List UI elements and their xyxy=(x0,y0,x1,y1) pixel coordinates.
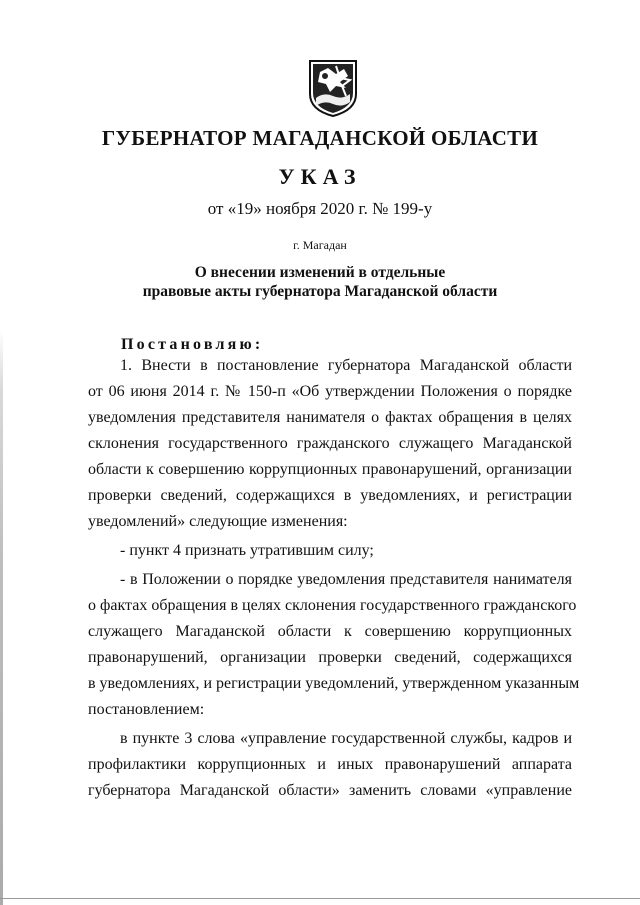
city: г. Магадан xyxy=(293,238,347,252)
issuer-title: ГУБЕРНАТОР МАГАДАНСКОЙ ОБЛАСТИ xyxy=(101,126,539,150)
scan-shadow-edge xyxy=(0,330,3,905)
subject-line: правовые акты губернатора Магаданской области xyxy=(142,283,498,300)
body-line: постановлением: xyxy=(88,701,205,718)
resolution-intro: Постановляю: xyxy=(121,336,264,353)
date-number: от «19» ноября 2020 г. № 199-у xyxy=(207,199,433,218)
body-line: о фактах обращения в целях склонения государственного гражданского xyxy=(88,597,577,614)
body-line: профилактики коррупционных и иных правонарушений аппарата xyxy=(88,756,572,773)
body-line: правонарушений, организации проверки сведений, содержащихся xyxy=(88,649,572,666)
scan-bottom-edge xyxy=(0,898,640,899)
body-line: уведомлений» следующие изменения: xyxy=(88,513,348,530)
body-line: в пункте 3 слова «управление государственной службы, кадров и xyxy=(120,730,572,747)
body-line: 1. Внести в постановление губернатора Магаданской области xyxy=(120,357,572,374)
subject-heading xyxy=(0,263,640,301)
subject-line: О внесении изменений в отдельные xyxy=(194,264,446,281)
body-line: служащего Магаданской области к совершению коррупционных xyxy=(88,623,572,640)
body-line: уведомления представителя нанимателя о фактах обращения в целях xyxy=(88,409,572,426)
body-line: в уведомлениях, и регистрации уведомлений, утвержденном указанным xyxy=(88,675,580,692)
body-line: - в Положении о порядке уведомления представителя нанимателя xyxy=(120,571,572,588)
body-line: губернатора Магаданской области» заменить словами «управление xyxy=(88,782,572,799)
body-line: проверки сведений, содержащихся в уведомлениях, и регистрации xyxy=(88,487,572,504)
body-line: - пункт 4 признать утратившим силу; xyxy=(120,542,374,559)
body-line: склонения государственного гражданского служащего Магаданской xyxy=(88,435,572,452)
coat-of-arms-icon xyxy=(306,58,360,118)
body-line: области к совершению коррупционных правонарушений, организации xyxy=(88,461,572,478)
body-line: от 06 июня 2014 г. № 150-п «Об утверждении Положения о порядке xyxy=(88,383,572,400)
document-type: УКАЗ xyxy=(278,164,362,189)
